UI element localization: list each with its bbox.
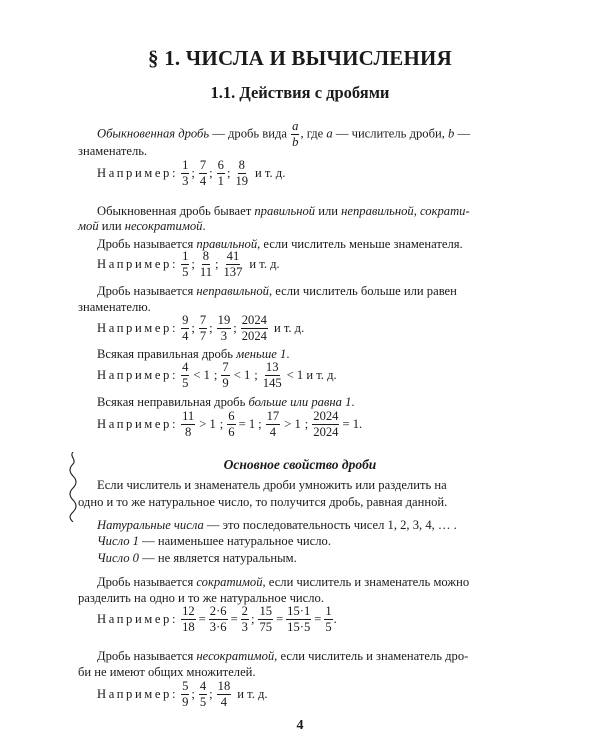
equals-sign: = [198,612,206,626]
fraction: 1 5 [182,249,189,279]
text: — дробь вида [209,126,291,141]
fraction-a-over-b [291,120,299,149]
definition-line-2: знаменатель. [78,144,148,158]
section-title: § 1. ЧИСЛА И ВЫЧИСЛЕНИЯ [148,46,452,70]
fraction: 11 8 [182,409,195,439]
fraction: 7 9 [222,360,229,390]
text: , где [300,126,327,141]
fraction: 4 5 [199,679,207,709]
example-3: Например: 9 4 ; 7 7 ; 19 3 ; 2024 2024 и т. д. [97,313,305,343]
improper-definition-line-2: знаменателю. [78,300,151,314]
improper-rule: Всякая неправильная дробь больше или равна 1. [97,395,355,409]
fraction: $\frac{2024}{2024}$ [313,409,339,439]
fraction: $\frac{2}{3}$ [241,604,248,634]
fraction: 8 19 [235,158,249,188]
subsection-title: 1.1. Действия с дробями [210,83,390,102]
var-a: a [326,126,333,141]
reducible-definition: Дробь называется сократимой, если числитель и знаменатель можно [97,575,470,589]
period: . [333,612,337,626]
fraction: 2024 2024 [241,313,267,343]
number-zero-line: Число 0 — не является натуральным. [97,551,297,565]
etc-text: и т. д. [249,257,280,271]
definition-line [97,120,470,149]
proper-rule: Всякая правильная дробь меньше 1. [97,347,290,361]
fraction: 6 1 [217,158,224,188]
page-number: 4 [296,718,304,733]
proper-definition: Дробь называется правильной, если числитель меньше знаменателя. [97,237,463,251]
fraction: 9 4 [182,313,189,343]
example-2: Например: 1 5 ; 8 11 ; 41 137 и т. д. [97,249,280,279]
comparison: > 1 [284,417,301,431]
reducible-definition-line-2: разделить на одно и то же натуральное число. [78,591,324,605]
comparison: = 1 [238,417,256,431]
fraction: 4 5 [182,360,189,390]
separator: ; [250,612,255,626]
example-label: Например: [97,321,179,335]
fraction: 7 7 [199,313,207,343]
comparison: = 1. [342,417,363,431]
term-common-fraction: Обыкновенная дробь [97,126,210,141]
fraction: 8 11 [199,249,212,279]
irreducible-definition-line-2: би не имеют общих множителей. [78,665,256,679]
irreducible-definition: Дробь называется несократимой, если числитель и знаменатель дро- [97,649,469,663]
example-label: Например: [97,612,179,626]
fraction: $\frac{12}{18}$ [182,604,195,634]
etc-text: и т. д. [237,687,268,701]
example-6 [97,605,337,634]
fraction: $\frac{15\cdot 1}{15\cdot 5}$ [287,604,311,634]
fraction: 1 3 [182,158,189,188]
fraction: 7 4 [199,158,207,188]
example-label: Например: [97,368,179,382]
property-line-2: одно и то же натуральное число, то получится дробь, равная данной. [78,495,448,509]
property-title: Основное свойство дроби [223,457,377,472]
example-label: Например: [97,417,179,431]
fraction: $\frac{15}{75}$ [259,604,273,634]
equals-sign: = [230,612,238,626]
example-label: Например: [97,257,179,271]
example-label: Например: [97,687,179,701]
improper-definition: Дробь называется неправильной, если числитель больше или равен [97,284,457,298]
example-1: Например: 1 3 ; 7 4 ; 6 1 ; 8 19 и т. д. [97,158,286,188]
comparison: < 1 [233,368,251,382]
comparison: > 1 [199,417,216,431]
fraction: $\frac{2\cdot 6}{3\cdot 6}$ [209,604,227,634]
fraction: 19 3 [217,313,231,343]
fraction: 13 145 [262,360,282,390]
fraction: 5 9 [182,679,189,709]
fraction: $\frac{1}{5}$ [325,604,332,634]
example-4: Например: 4 5 < 1 ; 7 9 < 1 ; 13 145 < 1 и т. д. [97,360,337,390]
comparison: < 1 [193,368,210,382]
equals-sign: = [314,612,322,626]
numerator: a [292,119,299,133]
example-5: Например: 11 8 > 1 ; $\frac{6}{6}$ = 1 ; 17 4 > 1 ; $\frac{2024}{2024}$ = 1. [97,409,363,439]
text: — числитель дроби, [332,126,449,141]
var-b: b [448,126,455,141]
example-label: Например: [97,166,179,180]
fraction: 18 4 [217,679,231,709]
etc-text: и т. д. [255,166,286,180]
text: — [454,126,471,141]
fraction: 41 137 [223,249,243,279]
equals-sign: = [276,612,284,626]
kinds-line-1: Обыкновенная дробь бывает правильной или неправильной, сократи- [97,204,470,218]
fraction: $\frac{6}{6}$ [228,409,235,439]
denominator: b [292,135,299,149]
example-7: Например: 5 9 ; 4 5 ; 18 4 и т. д. [97,679,268,709]
comparison: < 1 и т. д. [286,368,337,382]
number-one-line: Число 1 — наименьшее натуральное число. [97,534,331,548]
property-line-1: Если числитель и знаменатель дроби умножить или разделить на [97,478,447,492]
kinds-line-2: мой или несократимой. [78,219,206,233]
naturals-definition: Натуральные числа — это последовательность чисел 1, 2, 3, 4, … . [97,518,457,532]
etc-text: и т. д. [273,321,305,335]
fraction: 17 4 [266,409,280,439]
